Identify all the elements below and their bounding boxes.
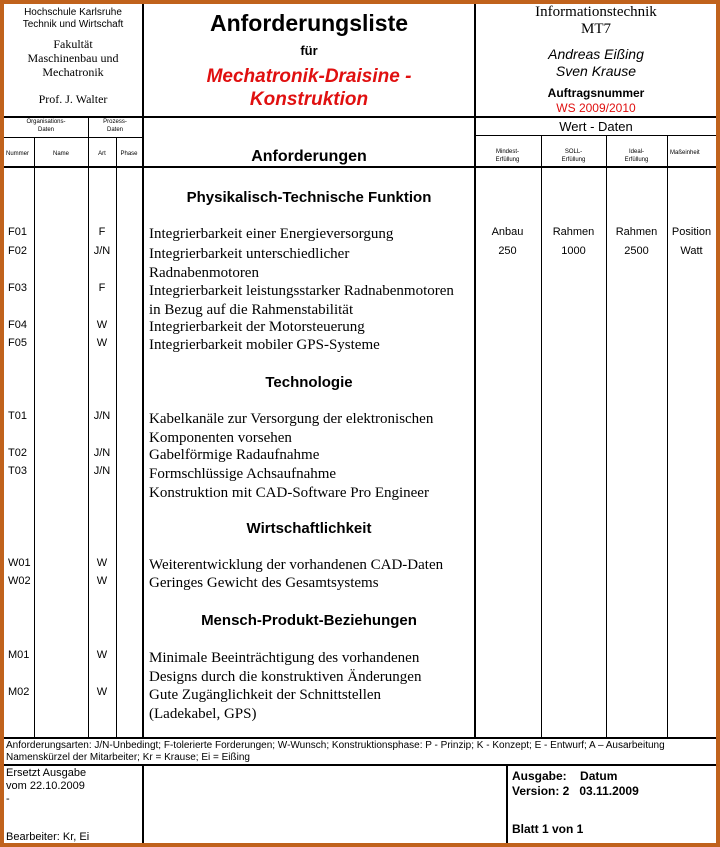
process-data-header: Prozess- Daten (103, 119, 127, 133)
faculty-name: Fakultät Maschinenbau und Mechatronik (27, 37, 119, 79)
req-code: T03 (8, 465, 27, 477)
editor: Bearbeiter: Kr, Ei (6, 831, 90, 843)
req-text: Gabelförmige Radaufnahme (149, 447, 320, 463)
req-text: Integrierbarkeit leistungsstarker Radnabenmotoren in Bezug auf die Rahmenstabilität (149, 283, 454, 318)
req-soll-value: 1000 (561, 245, 586, 257)
req-text: Weiterentwicklung der vorhandenen CAD-Daten (149, 557, 444, 573)
page-count: Blatt 1 von 1 (512, 822, 584, 836)
req-type: J/N (93, 410, 111, 422)
req-code: F03 (8, 282, 27, 294)
req-code: T02 (8, 447, 27, 459)
professor-name: Prof. J. Walter (38, 92, 108, 106)
req-ideal-value: 2500 (624, 245, 649, 257)
req-type: W (96, 575, 108, 587)
req-type: W (96, 319, 108, 331)
req-text: Integrierbarkeit mobiler GPS-Systeme (149, 337, 380, 353)
col-soll: SOLL- Erfüllung (561, 149, 586, 163)
req-code: F05 (8, 337, 27, 349)
req-code: M02 (8, 686, 30, 698)
req-type: F (98, 282, 106, 294)
col-min: Mindest- Erfüllung (495, 149, 520, 163)
req-ideal-value: Rahmen (615, 226, 658, 238)
req-type: F (98, 226, 106, 238)
req-type: W (96, 649, 108, 661)
req-min-value: Anbau (491, 226, 524, 238)
req-text: Kabelkanäle zur Versorgung der elektronischen Komponenten vorsehen (149, 411, 434, 446)
req-text: Formschlüssige Achsaufnahme Konstruktion mit CAD-Software Pro Engineer (149, 466, 429, 501)
project-title: Mechatronik-Draisine - Konstruktion (206, 66, 412, 110)
req-code: F04 (8, 319, 27, 331)
requirements-header: Anforderungen (251, 148, 367, 165)
section-heading: Technologie (265, 374, 353, 391)
req-text: Integrierbarkeit unterschiedlicher Radnabenmotoren (149, 246, 350, 281)
req-code: W01 (8, 557, 31, 569)
req-text: Integrierbarkeit einer Energieversorgung (149, 226, 394, 242)
req-text: Integrierbarkeit der Motorsteuerung (149, 319, 365, 335)
issue-info: Ausgabe: Datum Version: 2 03.11.2009 (512, 769, 639, 798)
req-code: M01 (8, 649, 30, 661)
col-number: Nummer (6, 151, 30, 157)
order-number-label: Auftragsnummer (547, 86, 645, 100)
req-unit-value: Watt (680, 245, 703, 257)
req-text: Gute Zugänglichkeit der Schnittstellen (Ladekabel, GPS) (149, 687, 382, 722)
col-ideal: Ideal- Erfüllung (624, 149, 649, 163)
req-soll-value: Rahmen (552, 226, 595, 238)
replaced-issue: Ersetzt Ausgabe vom 22.10.2009 - (6, 767, 87, 805)
col-name: Name (52, 151, 69, 157)
university-name: Hochschule Karlsruhe Technik und Wirtschaft (22, 7, 124, 30)
department-name: Informationstechnik MT7 (535, 4, 657, 37)
section-heading: Wirtschaftlichkeit (246, 520, 372, 537)
col-type: Art (98, 151, 106, 157)
req-unit-value: Position (671, 226, 712, 238)
req-text: Minimale Beeinträchtigung des vorhandenen Designs durch die konstruktiven Änderungen (149, 650, 422, 685)
req-type: J/N (93, 245, 111, 257)
req-code: W02 (8, 575, 31, 587)
section-heading: Mensch-Produkt-Beziehungen (201, 612, 417, 629)
req-code: F02 (8, 245, 27, 257)
section-heading: Physikalisch-Technische Funktion (186, 189, 432, 206)
legend: Anforderungsarten: J/N-Unbedingt; F-tolerierte Forderungen; W-Wunsch; Konstruktionsphase: P - Prinzip; K - Konzept; E - Entwurf; A – Ausarbeitung Namenskürzel der Mitarbeiter; Kr = Krause; Ei = Eißing (6, 740, 665, 763)
req-code: T01 (8, 410, 27, 422)
req-type: J/N (93, 465, 111, 477)
col-unit: Maßeinheit (670, 150, 700, 156)
org-data-header: Organisations- Daten (26, 119, 66, 133)
value-data-header: Wert - Daten (559, 119, 633, 134)
req-code: F01 (8, 226, 27, 238)
authors: Andreas Eißing Sven Krause (548, 46, 644, 79)
req-text: Geringes Gewicht des Gesamtsystems (149, 575, 379, 591)
col-phase: Phase (120, 151, 138, 157)
req-type: W (96, 337, 108, 349)
title-connector: für (300, 43, 318, 58)
order-number-value: WS 2009/2010 (556, 101, 636, 115)
req-min-value: 250 (498, 245, 517, 257)
page-title: Anforderungsliste (209, 10, 409, 36)
req-type: W (96, 557, 108, 569)
req-type: W (96, 686, 108, 698)
req-type: J/N (93, 447, 111, 459)
